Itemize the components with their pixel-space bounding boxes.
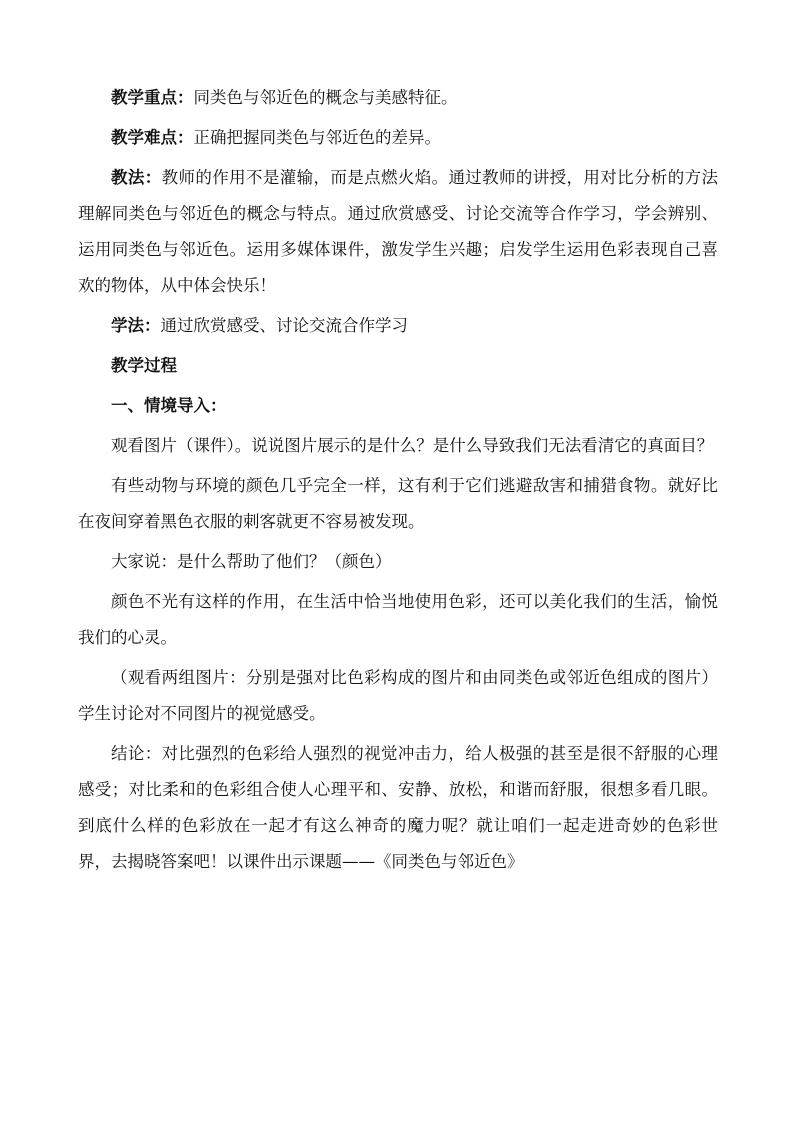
paragraph: 颜色不光有这样的作用，在生活中恰当地使用色彩，还可以美化我们的生活，愉悦我们的心灵。 (78, 592, 718, 647)
teaching-focus-label: 教学重点： (111, 88, 194, 107)
teaching-method-label: 教法： (111, 168, 162, 187)
study-method-label: 学法： (111, 316, 161, 335)
study-method-text: 通过欣赏感受、讨论交流合作学习 (160, 316, 408, 335)
teaching-difficulty-label: 教学难点： (111, 128, 194, 147)
section-1-title: 一、情境导入： (111, 396, 227, 415)
conclusion-paragraph: 结论：对比强烈的色彩给人强烈的视觉冲击力，给人极强的甚至是很不舒服的心理感受；对比柔和的色彩组合使人心理平和、安静、放松，和谐而舒服，很想多看几眼。到底什么样的色彩放在一起才有这么神奇的魔力呢？就让咱们一起走进奇妙的色彩世界，去揭晓答案吧！以课件出示课题——《同类色与邻近色》 (78, 744, 718, 871)
teaching-method (78, 160, 718, 304)
teaching-difficulty-text: 正确把握同类色与邻近色的差异。 (193, 128, 441, 147)
study-method (78, 308, 718, 344)
teaching-method-text: 教师的作用不是灌输，而是点燃火焰。通过教师的讲授，用对比分析的方法理解同类色与邻近色的概念与特点。通过欣赏感受、讨论交流等合作学习，学会辨别、运用同类色与邻近色。运用多媒体课件，激发学生兴趣；启发学生运用色彩表现自己喜欢的物体，从中体会快乐！ (78, 168, 719, 295)
teaching-difficulty (78, 120, 718, 156)
process-title: 教学过程 (111, 356, 177, 375)
paragraph: （观看两组图片：分别是强对比色彩构成的图片和由同类色或邻近色组成的图片） 学生讨论对不同图片的视觉感受。 (78, 668, 718, 723)
paragraph: 观看图片（课件）。说说图片展示的是什么？是什么导致我们无法看清它的真面目？ (111, 436, 714, 455)
teaching-focus-text: 同类色与邻近色的概念与美感特征。 (193, 88, 458, 107)
paragraph: 有些动物与环境的颜色几乎完全一样，这有利于它们逃避敌害和捕猎食物。就好比在夜间穿着黑色衣服的刺客就更不容易被发现。 (78, 476, 718, 531)
paragraph: 大家说：是什么帮助了他们？（颜色） (111, 552, 392, 571)
teaching-focus (78, 80, 718, 116)
document-body (78, 80, 718, 884)
